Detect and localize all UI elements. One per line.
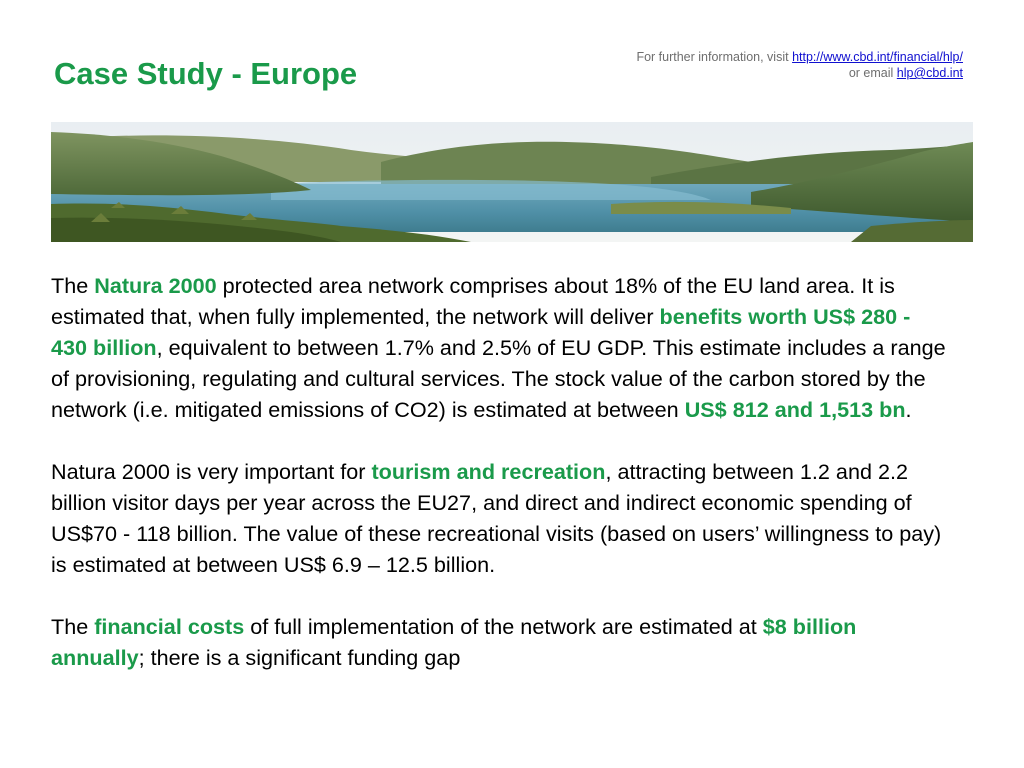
info-line bbox=[636, 49, 963, 65]
text-span: , attracting between 1.2 and 2.2 billion visitor days per year across the EU27, and direct and indirect economic spending of US$70 - 118 billion. The value of these recreational visits (based on users’ willingness to pay) is estimated at between US$ 6.9 – 12.5 billion. bbox=[51, 459, 942, 577]
highlight-annual-cost: $8 billion annually bbox=[51, 614, 857, 670]
text-span: Natura 2000 is very important for bbox=[51, 459, 372, 484]
page-title: Case Study - Europe bbox=[54, 56, 358, 91]
text-span: , equivalent to between 1.7% and 2.5% of EU GDP. This estimate includes a range of provisioning, regulating and cultural services. The stock value of the carbon stored by the network (i.e. mitigated emissions of CO2) is estimated at between bbox=[51, 335, 946, 422]
email-line bbox=[636, 65, 963, 81]
text-span: . bbox=[905, 397, 912, 422]
paragraph-financial-costs bbox=[51, 611, 951, 673]
highlight-natura-2000: Natura 2000 bbox=[94, 273, 217, 298]
text-span: ; there is a significant funding gap bbox=[138, 645, 461, 670]
text-span: The bbox=[51, 614, 95, 639]
highlight-carbon-value: US$ 812 and 1,513 bn bbox=[684, 397, 906, 422]
text-span: The bbox=[51, 273, 95, 298]
lake-landscape-photo bbox=[51, 122, 973, 242]
paragraph-natura-benefits bbox=[51, 270, 951, 425]
email-prefix: or email bbox=[848, 66, 894, 80]
highlight-financial-costs: financial costs bbox=[94, 614, 245, 639]
body-text bbox=[51, 270, 951, 704]
highlight-benefits: benefits worth US$ 280 - 430 billion bbox=[51, 304, 911, 360]
paragraph-tourism bbox=[51, 456, 951, 580]
contact-info bbox=[636, 49, 963, 81]
email-link[interactable]: hlp@cbd.int bbox=[896, 66, 963, 80]
info-prefix: For further information, visit bbox=[636, 50, 789, 64]
info-link[interactable]: http://www.cbd.int/financial/hlp/ bbox=[792, 50, 963, 64]
text-span: protected area network comprises about 18% of the EU land area. It is estimated that, when fully implemented, the network will deliver bbox=[51, 273, 895, 329]
text-span: of full implementation of the network are estimated at bbox=[244, 614, 763, 639]
highlight-tourism: tourism and recreation bbox=[371, 459, 606, 484]
